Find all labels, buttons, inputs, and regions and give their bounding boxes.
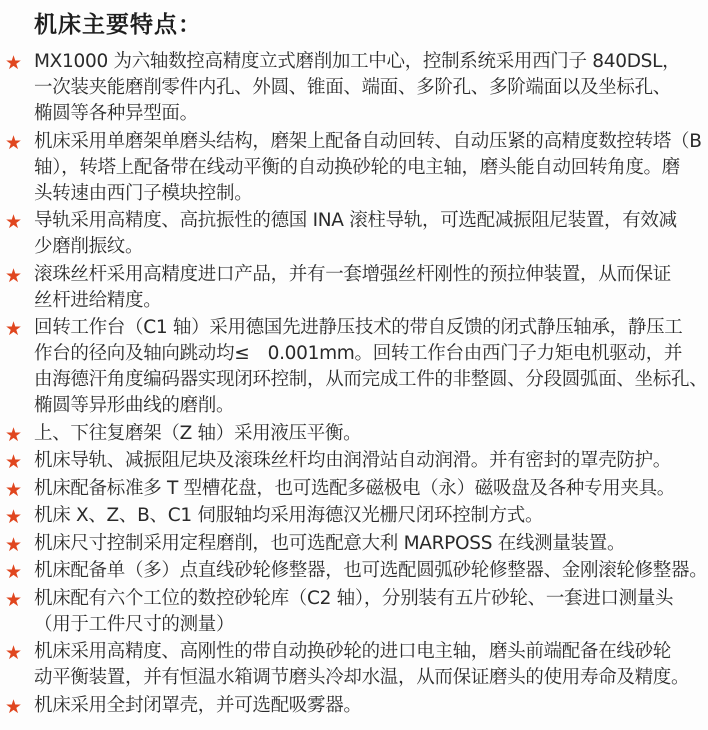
star-icon: ★ bbox=[5, 264, 23, 287]
list-item-text-line: MX1000 为六轴数控高精度立式磨削加工中心，控制系统采用西门子 840DSL， bbox=[34, 51, 681, 72]
list-item-text-line: 机床配有六个工位的数控砂轮库（C2 轴），分别装有五片砂轮、一套进口测量头 bbox=[34, 587, 674, 609]
list-item bbox=[0, 315, 708, 419]
star-icon: ★ bbox=[5, 506, 23, 528]
list-item-text-line: 一次装夹能磨削零件内孔、外圆、锥面、端面、多阶孔、多阶端面以及坐标孔、 bbox=[34, 77, 672, 98]
list-item-text-line: 少磨削振纹。 bbox=[34, 236, 144, 257]
list-item-text-line: 由海德汗角度编码器实现闭环控制，从而完成工件的非整圆、分段圆弧面、坐标孔、 bbox=[34, 369, 708, 390]
list-item bbox=[0, 129, 708, 207]
list-item-text-line: 机床采用全封闭罩壳，并可选配吸雾器。 bbox=[34, 694, 362, 716]
list-item-text-line: 机床尺寸控制采用定程磨削，也可选配意大利 MARPOSS 在线测量装置。 bbox=[34, 532, 626, 554]
list-item-text-line: 作台的径向及轴向跳动均≤ 0.001mm。回转工作台由西门子力矩电机驱动，并 bbox=[34, 343, 683, 364]
star-icon: ★ bbox=[5, 588, 23, 611]
list-item bbox=[0, 693, 708, 719]
list-item bbox=[0, 476, 708, 502]
list-item-text-line: 轴），转塔上配备带在线动平衡的自动换砂轮的电主轴，磨头能自动回转角度。磨 bbox=[34, 156, 680, 178]
list-item-text-line: 动平衡装置，并有恒温水箱调节磨头冷却水温，从而保证磨头的使用寿命及精度。 bbox=[34, 667, 690, 688]
list-item-text-line: 机床采用高精度、高刚性的带自动换砂轮的进口电主轴，磨头前端配备在线砂轮 bbox=[34, 641, 672, 662]
star-icon: ★ bbox=[5, 533, 23, 556]
list-item bbox=[0, 558, 708, 584]
list-item bbox=[0, 421, 708, 447]
star-icon: ★ bbox=[5, 318, 23, 340]
list-item-text-line: 椭圆等各种异型面。 bbox=[34, 103, 198, 124]
list-item bbox=[0, 639, 708, 691]
list-item-text-line: （用于工件尺寸的测量） bbox=[34, 613, 235, 635]
star-icon: ★ bbox=[5, 52, 23, 74]
list-item-text-line: 机床导轨、减振阻尼块及滚珠丝杆均由润滑站自动润滑。并有密封的罩壳防护。 bbox=[34, 450, 672, 471]
list-item bbox=[0, 208, 708, 260]
star-icon: ★ bbox=[5, 478, 23, 501]
page-title: 机床主要特点： bbox=[34, 12, 202, 38]
list-item-text-line: 滚珠丝杆采用高精度进口产品，并有一套增强丝杆刚性的预拉伸装置，从而保证 bbox=[34, 263, 672, 285]
list-item-text-line: 机床配备单（多）点直线砂轮修整器，也可选配圆弧砂轮修整器、金刚滚轮修整器。 bbox=[34, 560, 708, 581]
star-icon: ★ bbox=[5, 642, 23, 664]
star-icon: ★ bbox=[5, 423, 23, 446]
star-icon: ★ bbox=[5, 211, 23, 233]
list-item-text-line: 椭圆等异形曲线的磨削。 bbox=[34, 395, 235, 416]
list-item bbox=[0, 49, 708, 127]
star-icon: ★ bbox=[5, 561, 23, 583]
list-item-text-line: 头转速由西门子模块控制。 bbox=[34, 182, 253, 204]
list-item-text-line: 机床配备标准多 T 型槽花盘，也可选配多磁极电（永）磁吸盘及各种专用夹具。 bbox=[34, 477, 675, 499]
star-icon: ★ bbox=[5, 451, 23, 473]
list-item-text-line: 丝杆进给精度。 bbox=[34, 289, 162, 311]
list-item-text-line: 回转工作台（C1 轴）采用德国先进静压技术的带自反馈的闭式静压轴承，静压工 bbox=[34, 317, 683, 338]
list-item bbox=[0, 531, 708, 557]
list-item-text-line: 机床 X、Z、B、C1 伺服轴均采用海德汉光栅尺闭环控制方式。 bbox=[34, 505, 544, 526]
list-item-text-line: 机床采用单磨架单磨头结构，磨架上配备自动回转、自动压紧的高精度数控转塔（B bbox=[34, 130, 702, 152]
list-item bbox=[0, 586, 708, 638]
list-item bbox=[0, 262, 708, 314]
list-item bbox=[0, 448, 708, 474]
list-item bbox=[0, 503, 708, 529]
feature-list bbox=[0, 49, 708, 720]
star-icon: ★ bbox=[5, 131, 23, 154]
list-item-text-line: 上、下往复磨架（Z 轴）采用液压平衡。 bbox=[34, 422, 362, 444]
list-item-text-line: 导轨采用高精度、高抗振性的德国 INA 滚柱导轨，可选配减振阻尼装置，有效减 bbox=[34, 210, 677, 231]
star-icon: ★ bbox=[5, 695, 23, 718]
